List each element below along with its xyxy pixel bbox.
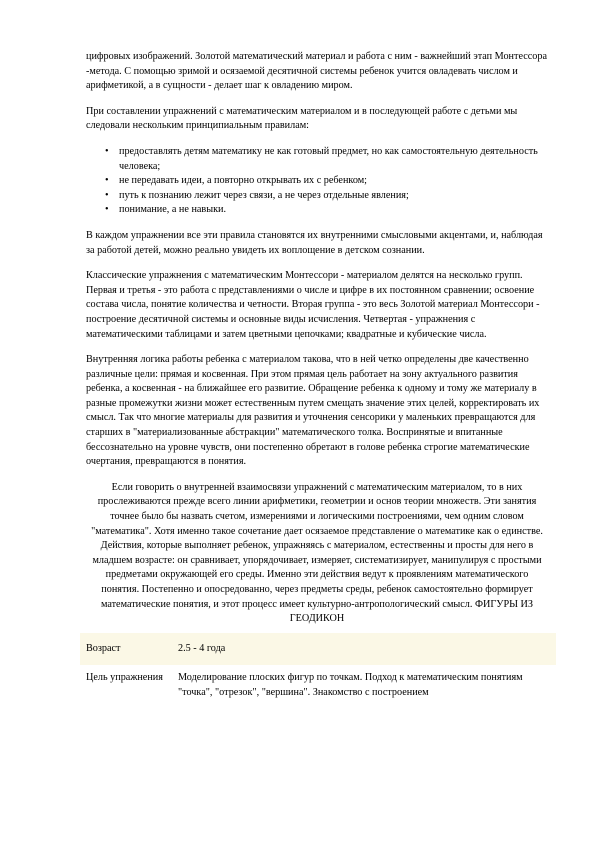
table-row: [80, 633, 556, 666]
document-page: [86, 50, 548, 707]
bullet-icon: •: [105, 189, 109, 201]
bullet-icon: •: [105, 145, 109, 157]
bullet-icon: •: [105, 175, 109, 187]
paragraph-groups: Классические упражнения с математическим Монтессори - материалом делятся на несколько групп. Первая и третья - это работа с представлениями о числе и цифре в их постоянном сравнении; освоение состава числа, понятие количества и четности. Вторая группа - это весь Золотой материал Монтессори - построение десятичной системы и основные виды исчисления. Четвертая - упражнения с математическими таблицами и затем цветными цепочками; квадратные и кубические числа.: [86, 270, 540, 340]
list-item: • понимание, а не навыки.: [86, 203, 548, 218]
paragraph-intro: цифровых изображений. Золотой математический материал и работа с ним - важнейший этап Монтессора -метода. С помощью зримой и осязаемой десятичной системы ребенок учится овладевать числом и арифметикой, а в сущности - делает шаг к овладению миром.: [86, 51, 547, 92]
list-item: • путь к познанию лежит через связи, а не через отдельные явления;: [86, 189, 548, 204]
goal-label: Цель упражнения: [86, 672, 163, 684]
age-value: 2.5 - 4 года: [172, 633, 556, 666]
bullet-icon: •: [105, 204, 109, 216]
table-row: [80, 665, 556, 706]
age-label: Возраст: [80, 633, 172, 666]
paragraph-rules-intro: При составлении упражнений с математическим материалом и в последующей работе с детьми мы следовали нескольким принципиальным правилам:: [86, 105, 518, 132]
exercise-table: [80, 633, 556, 707]
list-item: • не передавать идеи, а повторно открывать их с ребенком;: [86, 174, 548, 189]
paragraph-interconnection: Если говорить о внутренней взаимосвязи упражнений с математическим материалом, то в них прослеживаются прежде всего линии арифметики, геометрии и основ теории множеств. Эти занятия точнее было бы назвать счетом, измерениями и логическими построениями, чем одним словом "математика". Хотя именно такое сочетание дает осязаемое представление о математике как о единстве. Действия, которые выполняет ребенок, упражняясь с материалом, естественны и просты для него в младшем возрасте: он сравнивает, упорядочивает, измеряет, систематизирует, манипулируя с простыми предметами окружающей его среды. Именно эти действия ведут к проявлениям математического понятия. Постепенно и опосредованно, через предметы среды, ребенок самостоятельно формирует математические понятия, и этот процесс имеет культурно-антропологический смысл. ФИГУРЫ ИЗ ГЕОДИКОН: [91, 481, 543, 625]
goal-value: Моделирование плоских фигур по точкам. Подход к математическим понятиям "точка", "отрезок", "вершина". Знакомство с построением: [178, 672, 523, 698]
paragraph-accents: В каждом упражнении все эти правила становятся их внутренними смысловыми акцентами, и, наблюдая за работой детей, можно реально увидеть их воплощение в детском сознании.: [86, 229, 543, 256]
list-item: • предоставлять детям математику не как готовый предмет, но как самостоятельную деятельность человека;: [105, 145, 538, 172]
rules-list: [86, 145, 548, 218]
paragraph-logic: Внутренняя логика работы ребенка с материалом такова, что в ней четко определены две качественно различные цели: прямая и косвенная. При этом прямая цель работает на зону актуального развития ребенка, а косвенная - на ближайшее его развитие. Обращение ребенка к одному и тому же материалу в разные промежутки жизни может естественным путем смещать значение этих целей, корректировать их смысл. Так что многие материалы для развития и уточнения сенсорики у маленьких превращаются для старших в "материализованные абстракции" математического толка. Воспринятые и впитанные бессознательно на уровне чувств, они постепенно обретают в голове ребенка строгие математические очертания, превращаются в понятия.: [86, 354, 540, 468]
